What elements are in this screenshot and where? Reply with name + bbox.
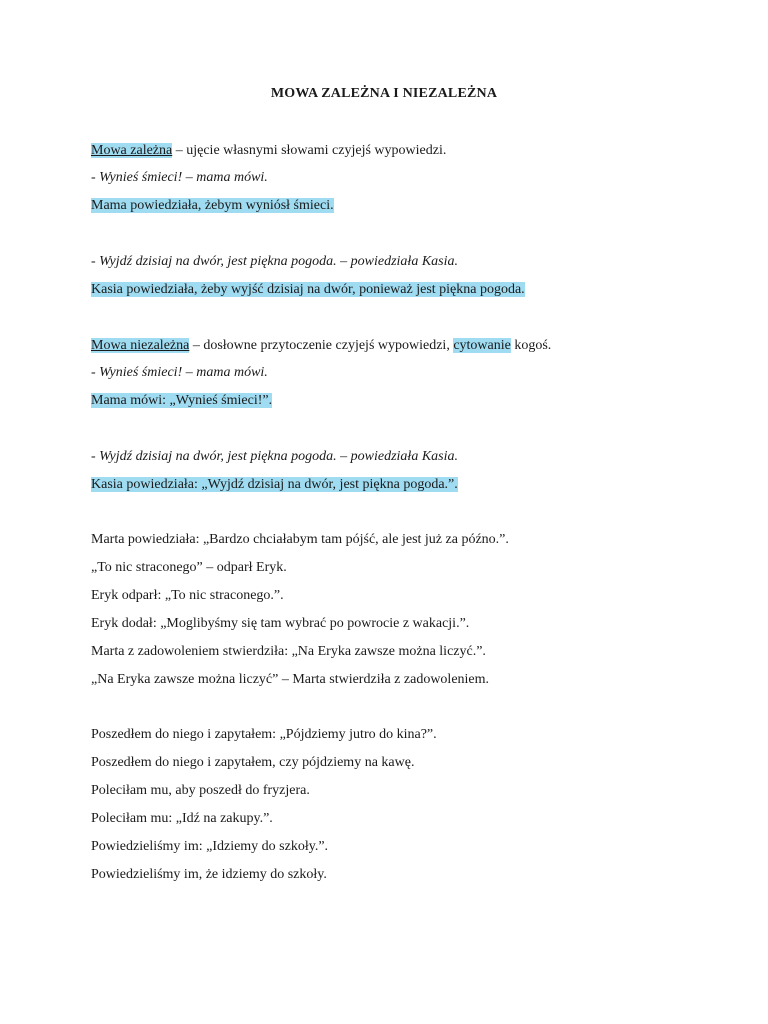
example-sentence: Eryk dodał: „Moglibyśmy się tam wybrać po powrocie z wakacji.”. <box>91 616 470 631</box>
example-sentence: Powiedzieliśmy im: „Idziemy do szkoły.”. <box>91 839 329 854</box>
definition-text: – dosłowne przytoczenie czyjejś wypowiedzi, <box>189 338 454 353</box>
example-quote: - Wynieś śmieci! – mama mówi. <box>91 365 268 380</box>
example-sentence: Marta powiedziała: „Bardzo chciałabym tam pójść, ale jest już za późno.”. <box>91 532 509 547</box>
page-title: MOWA ZALEŻNA I NIEZALEŻNA <box>270 86 498 101</box>
highlighted-answer: Kasia powiedziała: „Wyjdź dzisiaj na dwór, jest piękna pogoda.”. <box>91 477 458 492</box>
highlighted-answer: Kasia powiedziała, żeby wyjść dzisiaj na dwór, ponieważ jest piękna pogoda. <box>91 282 525 297</box>
example-sentence: Poszedłem do niego i zapytałem, czy pójdziemy na kawę. <box>91 755 415 770</box>
term-independent-speech: Mowa niezależna <box>91 338 190 353</box>
term-dependent-speech: Mowa zależna <box>91 143 173 158</box>
example-answer <box>91 281 525 299</box>
highlighted-answer: Mama powiedziała, żebym wyniósł śmieci. <box>91 198 334 213</box>
example-quote: - Wyjdź dzisiaj na dwór, jest piękna pogoda. – powiedziała Kasia. <box>91 449 458 464</box>
example-answer <box>91 392 272 410</box>
example-quote: - Wynieś śmieci! – mama mówi. <box>91 170 268 185</box>
example-sentence: Poleciłam mu: „Idź na zakupy.”. <box>91 811 273 826</box>
example-sentence: Poszedłem do niego i zapytałem: „Pójdziemy jutro do kina?”. <box>91 727 437 742</box>
example-sentence: Eryk odparł: „To nic straconego.”. <box>91 588 284 603</box>
definition-text: kogoś. <box>510 338 552 353</box>
example-sentence: Marta z zadowoleniem stwierdziła: „Na Eryka zawsze można liczyć.”. <box>91 644 486 659</box>
example-answer <box>91 197 334 215</box>
example-sentence: Poleciłam mu, aby poszedł do fryzjera. <box>91 783 310 798</box>
term-citation: cytowanie <box>453 338 511 353</box>
definition-text: – ujęcie własnymi słowami czyjejś wypowiedzi. <box>172 143 447 158</box>
highlighted-answer: Mama mówi: „Wynieś śmieci!”. <box>91 393 273 408</box>
definition-independent-speech <box>91 337 551 355</box>
example-answer <box>91 476 458 494</box>
example-sentence: Powiedzieliśmy im, że idziemy do szkoły. <box>91 867 327 882</box>
definition-dependent-speech <box>91 142 446 160</box>
example-quote: - Wyjdź dzisiaj na dwór, jest piękna pogoda. – powiedziała Kasia. <box>91 254 458 269</box>
example-sentence: „Na Eryka zawsze można liczyć” – Marta stwierdziła z zadowoleniem. <box>91 672 490 687</box>
example-sentence: „To nic straconego” – odparł Eryk. <box>91 560 287 575</box>
